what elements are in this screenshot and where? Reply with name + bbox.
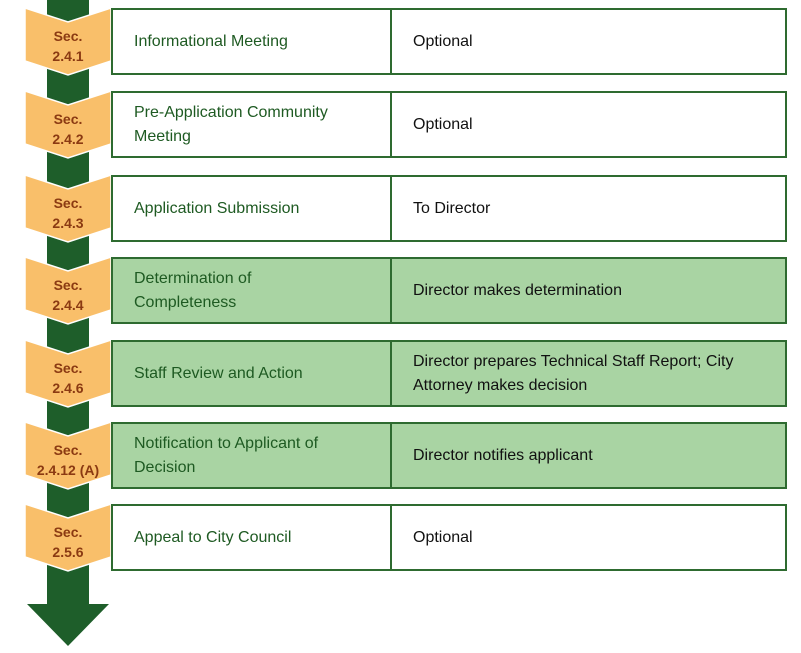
section-label — [25, 440, 111, 480]
step-note-cell — [390, 91, 787, 158]
section-prefix: Sec. — [53, 195, 83, 211]
step-name-cell — [111, 504, 392, 571]
step-row — [111, 257, 787, 324]
step-name: Application Submission — [134, 199, 300, 217]
step-row — [111, 504, 787, 571]
section-prefix: Sec. — [53, 442, 83, 458]
section-prefix: Sec. — [53, 111, 83, 127]
section-label — [25, 193, 111, 233]
step-row — [111, 175, 787, 242]
section-number: 2.4.4 — [52, 297, 84, 313]
step-note: Director notifies applicant — [413, 446, 593, 464]
step-note: To Director — [413, 199, 491, 217]
section-label — [25, 109, 111, 149]
step-row — [111, 8, 787, 75]
arrow-head — [27, 604, 109, 646]
step-note: Optional — [413, 32, 473, 50]
section-prefix: Sec. — [53, 28, 83, 44]
step-name: Determination of Completeness — [134, 269, 252, 311]
section-label — [25, 275, 111, 315]
step-name-cell — [111, 91, 392, 158]
step-name-cell — [111, 175, 392, 242]
step-note-cell — [390, 8, 787, 75]
section-label — [25, 358, 111, 398]
step-row — [111, 340, 787, 407]
section-prefix: Sec. — [53, 524, 83, 540]
step-note: Director makes determination — [413, 281, 622, 299]
section-label — [25, 522, 111, 562]
step-name-cell — [111, 340, 392, 407]
step-row — [111, 91, 787, 158]
section-number: 2.4.12 (A) — [36, 462, 100, 478]
step-name-cell — [111, 257, 392, 324]
step-note-cell — [390, 422, 787, 489]
section-label — [25, 26, 111, 66]
step-name: Informational Meeting — [134, 32, 288, 50]
step-note-cell — [390, 175, 787, 242]
section-prefix: Sec. — [53, 277, 83, 293]
step-note: Optional — [413, 115, 473, 133]
section-number: 2.4.2 — [52, 131, 84, 147]
step-row — [111, 422, 787, 489]
step-note-cell — [390, 504, 787, 571]
section-number: 2.5.6 — [52, 544, 84, 560]
step-note-cell — [390, 257, 787, 324]
step-name: Notification to Applicant of Decision — [134, 434, 319, 476]
step-name-cell — [111, 8, 392, 75]
section-number: 2.4.1 — [52, 48, 84, 64]
section-prefix: Sec. — [53, 360, 83, 376]
section-number: 2.4.3 — [52, 215, 84, 231]
step-name: Staff Review and Action — [134, 364, 303, 382]
step-name: Appeal to City Council — [134, 528, 292, 546]
step-note-cell — [390, 340, 787, 407]
step-name-cell — [111, 422, 392, 489]
step-name: Pre-Application Community Meeting — [134, 103, 328, 145]
step-note: Director prepares Technical Staff Report; City Attorney makes decision — [413, 352, 734, 394]
step-note: Optional — [413, 528, 473, 546]
section-number: 2.4.6 — [52, 380, 84, 396]
